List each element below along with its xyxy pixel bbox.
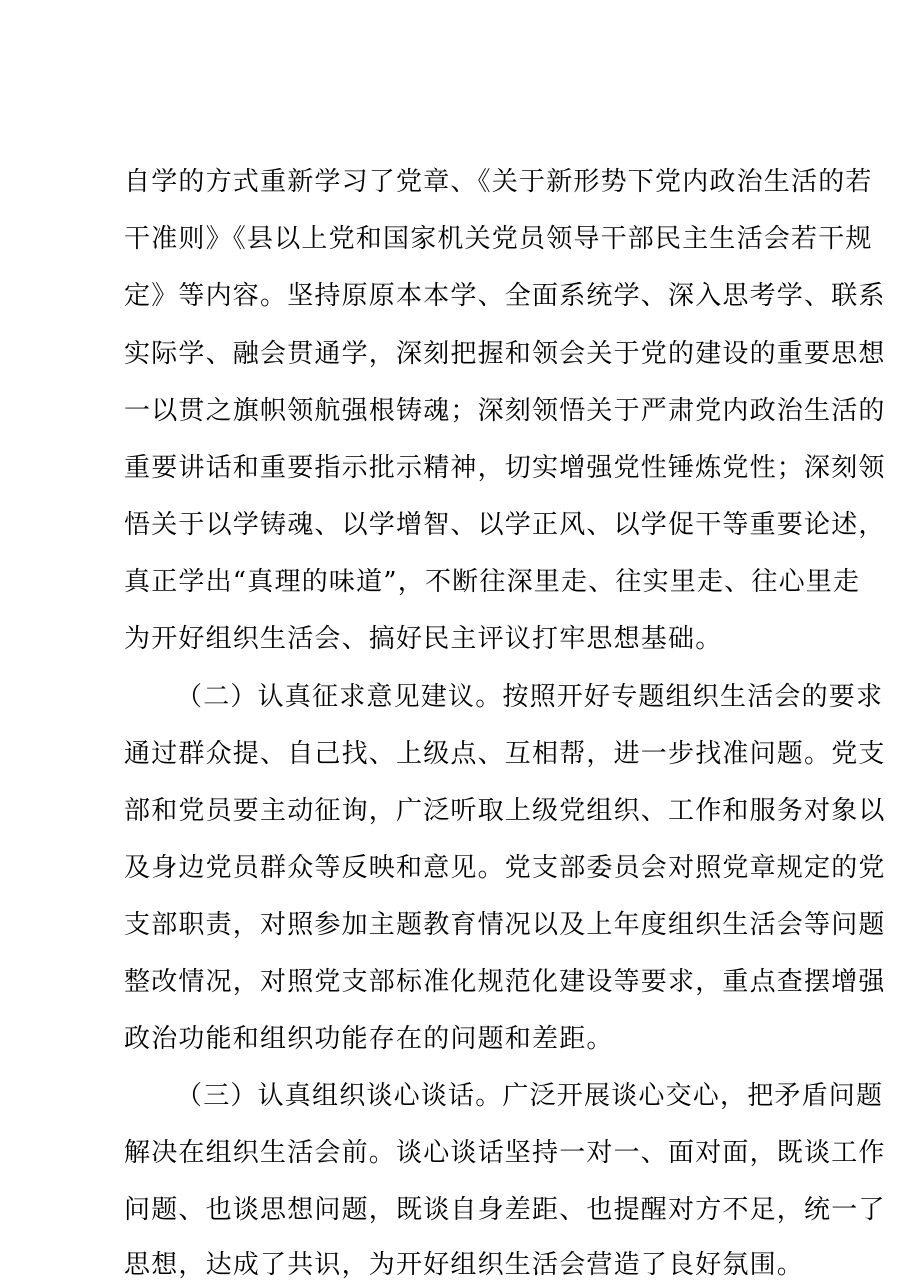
text-line: 思想，达成了共识，为开好组织生活会营造了良好氛围。 [124, 1250, 805, 1280]
text-line: 通过群众提、自己找、上级点、互相帮，进一步找准问题。党支 [124, 739, 886, 769]
text-line: 真正学出“真理的味道”，不断往深里走、往实里走、往心里走 [124, 567, 861, 597]
text-line: 解决在组织生活会前。谈心谈话坚持一对一、面对面，既谈工作 [124, 1138, 886, 1168]
text-line: 及身边党员群众等反映和意见。党支部委员会对照党章规定的党 [124, 853, 886, 883]
text-line: 实际学、融会贯通学，深刻把握和领会关于党的建设的重要思想 [124, 339, 886, 369]
text-line: 问题、也谈思想问题，既谈自身差距、也提醒对方不足，统一了 [124, 1195, 886, 1225]
text-line: 为开好组织生活会、搞好民主评议打牢思想基础。 [124, 624, 723, 654]
section-heading-line: （三）认真组织谈心谈话。广泛开展谈心交心，把矛盾问题 [176, 1081, 884, 1111]
text-line: 悟关于以学铸魂、以学增智、以学正风、以学促干等重要论述， [124, 510, 886, 540]
text-line: 部和党员要主动征询，广泛听取上级党组织、工作和服务对象以 [124, 796, 886, 826]
text-line: 一以贯之旗帜领航强根铸魂；深刻领悟关于严肃党内政治生活的 [124, 396, 886, 426]
section-heading-line: （二）认真征求意见建议。按照开好专题组织生活会的要求 [176, 682, 884, 712]
text-line: 政治功能和组织功能存在的问题和差距。 [124, 1024, 614, 1054]
text-line: 支部职责，对照参加主题教育情况以及上年度组织生活会等问题 [124, 910, 886, 940]
text-line: 重要讲话和重要指示批示精神，切实增强党性锤炼党性；深刻领 [124, 453, 886, 483]
text-line: 干准则》《县以上党和国家机关党员领导干部民主生活会若干规 [124, 224, 873, 254]
text-line: 自学的方式重新学习了党章、《关于新形势下党内政治生活的若 [124, 167, 873, 197]
text-line: 定》等内容。坚持原原本本学、全面系统学、深入思考学、联系 [124, 281, 886, 311]
text-line: 整改情况，对照党支部标准化规范化建设等要求，重点查摆增强 [124, 967, 886, 997]
